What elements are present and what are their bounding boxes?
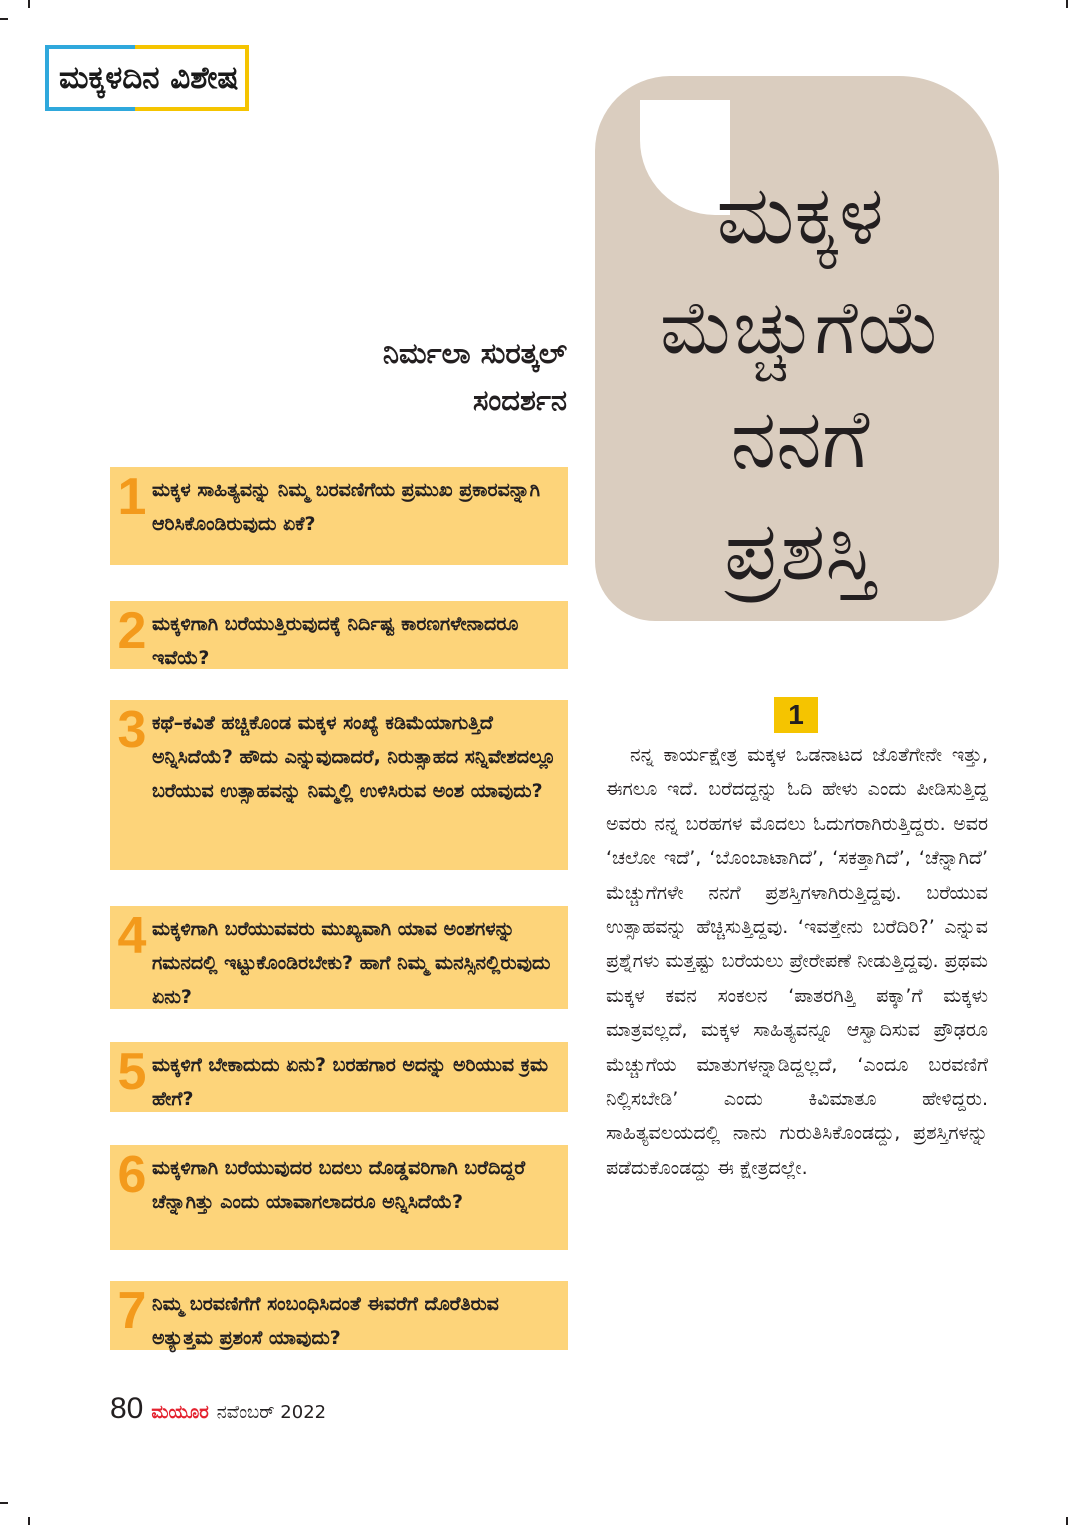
question-text: ಮಕ್ಕಳ ಸಾಹಿತ್ಯವನ್ನು ನಿಮ್ಮ ಬರವಣಿಗೆಯ ಪ್ರಮುಖ ಪ್ರಕಾರವನ್ನಾಗಿ ಆರಿಸಿಕೊಂಡಿರುವುದು ಏಕೆ? (152, 479, 540, 535)
byline (383, 330, 567, 424)
question-text: ನಿಮ್ಮ ಬರವಣಿಗೆಗೆ ಸಂಬಂಧಿಸಿದಂತೆ ಈವರೆಗೆ ದೊರೆತಿರುವ ಅತ್ಯುತ್ತಮ ಪ್ರಶಂಸೆ ಯಾವುದು? (152, 1293, 499, 1349)
crop-mark (0, 18, 8, 20)
answer-text: ನನ್ನ ಕಾರ್ಯಕ್ಷೇತ್ರ ಮಕ್ಕಳ ಒಡನಾಟದ ಜೊತೆಗೇನೇ ಇತ್ತು, ಈಗಲೂ ಇದೆ. ಬರೆದದ್ದನ್ನು ಓದಿ ಹೇಳು ಎಂದು ಪೀಡಿಸುತ್ತಿದ್ದ ಅವರು ನನ್ನ ಬರಹಗಳ ಮೊದಲು ಓದುಗರಾಗಿರುತ್ತಿದ್ದರು. ಅವರ ‘ಚಲೋ ಇದೆ’, ‘ಬೊಂಬಾಟಾಗಿದೆ’, ‘ಸಕತ್ತಾಗಿದೆ’, ‘ಚೆನ್ನಾಗಿದೆ’ ಮೆಚ್ಚುಗೆಗಳೇ ನನಗೆ ಪ್ರಶಸ್ತಿಗಳಾಗಿರುತ್ತಿದ್ದವು. ಬರೆಯುವ ಉತ್ಸಾಹವನ್ನು ಹೆಚ್ಚಿಸುತ್ತಿದ್ದವು. ‘ಇವತ್ತೇನು ಬರೆದಿರಿ?’ ಎನ್ನುವ ಪ್ರಶ್ನೆಗಳು ಮತ್ತಷ್ಟು ಬರೆಯಲು ಪ್ರೇರೇಪಣೆ ನೀಡುತ್ತಿದ್ದವು. ಪ್ರಥಮ ಮಕ್ಕಳ ಕವನ ಸಂಕಲನ ‘ಪಾತರಗಿತ್ತಿ ಪಕ್ಕಾ’ಗೆ ಮಕ್ಕಳು ಮಾತ್ರವಲ್ಲದೆ, ಮಕ್ಕಳ ಸಾಹಿತ್ಯವನ್ನೂ ಆಸ್ವಾದಿಸುವ ಪ್ರೌಢರೂ ಮೆಚ್ಚುಗೆಯ ಮಾತುಗಳನ್ನಾಡಿದ್ದಲ್ಲದೆ, ‘ಎಂದೂ ಬರವಣಿಗೆ ನಿಲ್ಲಿಸಬೇಡಿ’ ಎಂದು ಕಿವಿಮಾತೂ ಹೇಳಿದ್ದರು. ಸಾಹಿತ್ಯವಲಯದಲ್ಲಿ ನಾನು ಗುರುತಿಸಿಕೊಂಡದ್ದು, ಪ್ರಶಸ್ತಿಗಳನ್ನು ಪಡೆದುಕೊಂಡದ್ದು ಈ ಕ್ಷೇತ್ರದಲ್ಲೇ. (606, 744, 988, 1179)
page-number: 80 (110, 1392, 144, 1425)
magazine-logo: ಮಯೂರ (151, 1402, 209, 1423)
question-box (110, 700, 568, 870)
question-number: 5 (117, 1043, 147, 1101)
question-text: ಮಕ್ಕಳಿಗಾಗಿ ಬರೆಯುತ್ತಿರುವುದಕ್ಕೆ ನಿರ್ದಿಷ್ಟ ಕಾರಣಗಳೇನಾದರೂ ಇವೆಯೆ? (152, 613, 519, 669)
question-text: ಮಕ್ಕಳಿಗಾಗಿ ಬರೆಯುವವರು ಮುಖ್ಯವಾಗಿ ಯಾವ ಅಂಶಗಳನ್ನು ಗಮನದಲ್ಲಿ ಇಟ್ಟುಕೊಂಡಿರಬೇಕು? ಹಾಗೆ ನಿಮ್ಮ ಮನಸ್ಸಿನಲ್ಲಿರುವುದು ಏನು? (152, 918, 551, 1008)
page-footer (110, 1392, 326, 1432)
crop-mark (28, 0, 30, 8)
section-tag-label: ಮಕ್ಕಳದಿನ ವಿಶೇಷ (59, 60, 239, 96)
headline-line-1: ಮಕ್ಕಳ (716, 168, 884, 263)
headline-line-4: ಪ್ರಶಸ್ತಿ (724, 504, 876, 599)
question-box (110, 1042, 568, 1112)
question-box (110, 1281, 568, 1350)
byline-label: ಸಂದರ್ಶನ (472, 383, 567, 417)
question-number: 3 (117, 701, 147, 759)
question-number: 2 (117, 602, 147, 660)
headline-line-2: ಮೆಚ್ಚುಗೆಯೆ (660, 285, 940, 371)
crop-mark (1066, 0, 1068, 8)
question-text: ಮಕ್ಕಳಿಗೆ ಬೇಕಾದುದು ಏನು? ಬರಹಗಾರ ಅದನ್ನು ಅರಿಯುವ ಕ್ರಮ ಹೇಗೆ? (152, 1054, 549, 1110)
answer-number-badge: 1 (774, 697, 818, 733)
question-number: 1 (117, 468, 147, 526)
question-box (110, 467, 568, 565)
question-box (110, 601, 568, 669)
crop-mark (0, 1502, 8, 1504)
crop-mark (1066, 1517, 1068, 1525)
author-name: ನಿರ್ಮಲಾ ಸುರತ್ಕಲ್ (382, 336, 567, 370)
crop-mark (28, 1517, 30, 1525)
headline (600, 160, 1000, 608)
question-box (110, 1145, 568, 1250)
question-text: ಕಥೆ–ಕವಿತೆ ಹಚ್ಚಿಕೊಂಡ ಮಕ್ಕಳ ಸಂಖ್ಯೆ ಕಡಿಮೆಯಾಗುತ್ತಿದೆ ಅನ್ನಿಸಿದೆಯೆ? ಹೌದು ಎನ್ನುವುದಾದರೆ, ನಿರುತ್ಸಾಹದ ಸನ್ನಿವೇಶದಲ್ಲೂ ಬರೆಯುವ ಉತ್ಸಾಹವನ್ನು ನಿಮ್ಮಲ್ಲಿ ಉಳಿಸಿರುವ ಅಂಶ ಯಾವುದು? (152, 712, 556, 802)
question-text: ಮಕ್ಕಳಿಗಾಗಿ ಬರೆಯುವುದರ ಬದಲು ದೊಡ್ಡವರಿಗಾಗಿ ಬರೆದಿದ್ದರೆ ಚೆನ್ನಾಗಿತ್ತು ಎಂದು ಯಾವಾಗಲಾದರೂ ಅನ್ನಿಸಿದೆಯೆ? (152, 1157, 526, 1213)
headline-line-3: ನನಗೆ (730, 392, 870, 487)
question-number: 7 (117, 1282, 147, 1340)
question-number: 6 (117, 1146, 147, 1204)
issue-date: ನವೆಂಬರ್ 2022 (216, 1402, 327, 1423)
question-box (110, 906, 568, 1009)
question-number: 4 (117, 907, 147, 965)
section-tag (45, 45, 245, 111)
